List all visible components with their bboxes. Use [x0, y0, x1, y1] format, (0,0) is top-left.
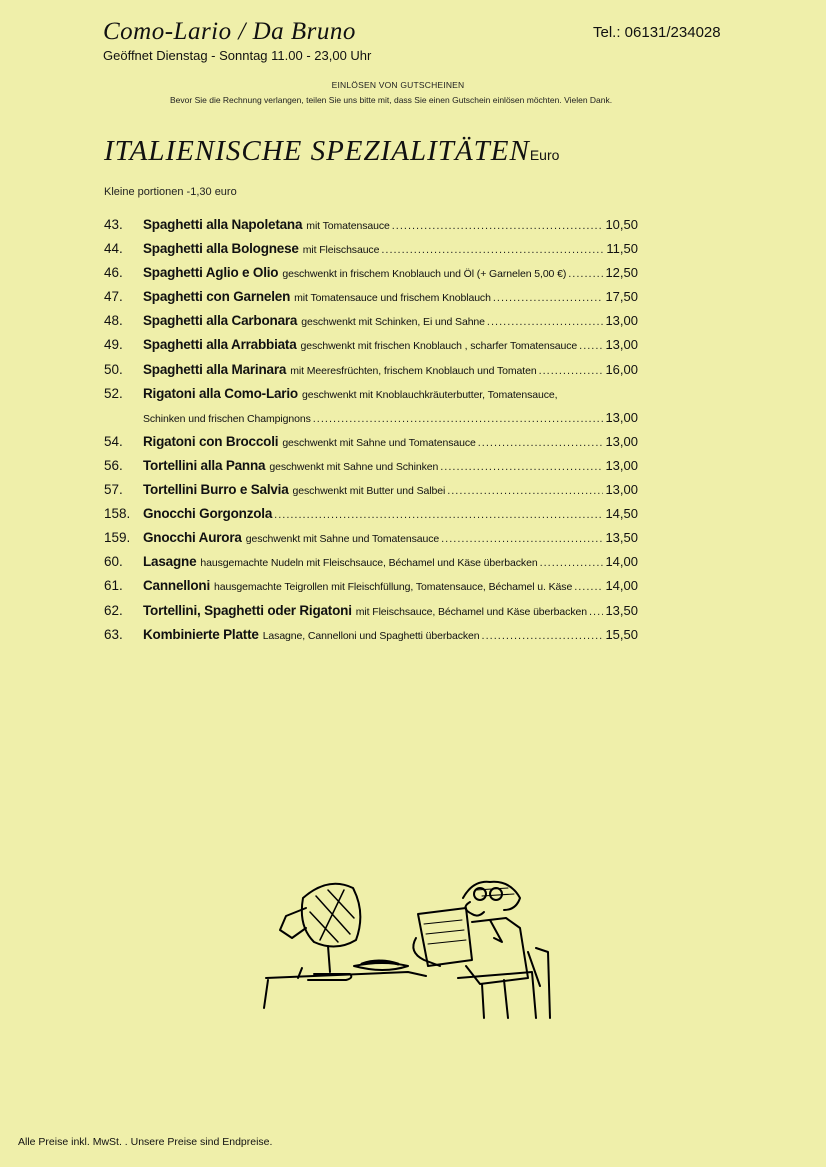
dish-description: geschwenkt in frischem Knoblauch und Öl (+ Garnelen 5,00 €): [282, 268, 567, 281]
item-price: 17,50: [605, 289, 638, 305]
dish-name: Spaghetti alla Marinara: [143, 361, 287, 377]
dish-name: Tortellini alla Panna: [143, 457, 266, 473]
leader-dots: [589, 600, 604, 624]
dish-description: geschwenkt mit Sahne und Tomatensauce: [282, 436, 476, 449]
item-number: 54.: [104, 433, 123, 449]
item-number: 57.: [104, 482, 123, 498]
voucher-text: Bevor Sie die Rechnung verlangen, teilen Sie uns bitte mit, dass Sie einen Gutschein einlösen möchten. Vielen Dank.: [170, 95, 613, 105]
item-price: 14,50: [605, 506, 638, 522]
dish-description: mit Meeresfrüchten, frischem Knoblauch und Tomaten: [290, 364, 537, 377]
dish-description: geschwenkt mit Sahne und Tomatensauce: [245, 533, 440, 546]
item-number: 44.: [104, 241, 123, 257]
leader-dots: [440, 455, 603, 479]
item-price: 16,00: [605, 361, 638, 377]
dish-description: Lasagne, Cannelloni und Spaghetti überbacken: [262, 629, 480, 642]
menu-item-row: [104, 213, 638, 237]
item-number: 50.: [104, 361, 123, 377]
item-price: 13,50: [605, 602, 638, 618]
leader-dots: [482, 624, 604, 648]
menu-item-row: [104, 309, 638, 333]
item-number: 158.: [104, 506, 131, 522]
menu-item-row: [104, 237, 638, 261]
dish-description-continued: Schinken und frischen Champignons: [143, 412, 311, 425]
item-price: 12,50: [605, 265, 638, 281]
dish-name: Tortellini, Spaghetti oder Rigatoni: [143, 602, 352, 618]
dish-name: Gnocchi Aurora: [143, 530, 242, 546]
dish-description: mit Fleischsauce: [302, 244, 380, 257]
item-number: 47.: [104, 289, 123, 305]
dish-name: Spaghetti alla Arrabbiata: [143, 337, 297, 353]
item-price: 13,00: [605, 433, 638, 449]
dish-description: geschwenkt mit frischen Knoblauch , scharfer Tomatensauce: [300, 340, 578, 353]
menu-item-row: [104, 454, 638, 478]
portion-note: Kleine portionen -1,30 euro: [104, 186, 237, 198]
price-unit-label: Euro: [529, 147, 560, 163]
menu-item-row: [104, 623, 638, 647]
leader-dots: [274, 503, 603, 527]
dish-name: Kombinierte Platte: [143, 626, 259, 642]
menu-item-row: [104, 478, 638, 502]
item-price: 13,00: [605, 337, 638, 353]
dish-name: Spaghetti alla Bolognese: [143, 241, 299, 257]
dish-name: Rigatoni con Broccoli: [143, 433, 279, 449]
menu-item-row-continued: [104, 406, 638, 430]
menu-item-row: [104, 430, 638, 454]
dish-name: Tortellini Burro e Salvia: [143, 482, 289, 498]
item-number: 48.: [104, 313, 123, 329]
leader-dots: [579, 334, 603, 358]
menu-item-row: [104, 502, 638, 526]
menu-item-row: [104, 333, 638, 357]
item-number: 56.: [104, 457, 123, 473]
item-price: 14,00: [605, 578, 638, 594]
item-number: 49.: [104, 337, 123, 353]
dish-description: geschwenkt mit Butter und Salbei: [292, 485, 446, 498]
menu-item-row: [104, 358, 638, 382]
dish-name: Spaghetti con Garnelen: [143, 289, 291, 305]
phone-number: Tel.: 06131/234028: [593, 24, 721, 41]
item-price: 11,50: [606, 241, 638, 257]
item-price: 14,00: [605, 554, 638, 570]
restaurant-name: Como-Lario / Da Bruno: [103, 18, 356, 45]
section-title-text: ITALIENISCHE SPEZIALITÄTEN: [104, 135, 530, 167]
menu-item-row: [104, 526, 638, 550]
footer-note: Alle Preise inkl. MwSt. . Unsere Preise sind Endpreise.: [18, 1136, 273, 1148]
leader-dots: [539, 359, 604, 383]
dish-name: Cannelloni: [143, 578, 211, 594]
item-number: 46.: [104, 265, 123, 281]
menu-item-row: [104, 574, 638, 598]
dish-description: mit Tomatensauce und frischem Knoblauch: [294, 292, 491, 305]
diner-illustration: [258, 868, 563, 1030]
leader-dots: [493, 286, 604, 310]
dish-name: Spaghetti alla Carbonara: [143, 313, 298, 329]
dish-description: hausgemachte Nudeln mit Fleischsauce, Béchamel und Käse überbacken: [200, 557, 538, 570]
menu-item-row: [104, 285, 638, 309]
leader-dots: [381, 238, 604, 262]
item-price: 13,50: [605, 530, 638, 546]
dish-description: geschwenkt mit Sahne und Schinken: [269, 460, 439, 473]
opening-hours: Geöffnet Dienstag - Sonntag 11.00 - 23,00 Uhr: [103, 48, 372, 63]
dish-description: geschwenkt mit Knoblauchkräuterbutter, Tomatensauce,: [301, 388, 558, 401]
item-number: 62.: [104, 602, 123, 618]
item-price: 13,00: [605, 457, 638, 473]
item-number: 63.: [104, 626, 123, 642]
leader-dots: [478, 431, 604, 455]
dish-description: mit Tomatensauce: [306, 220, 390, 232]
leader-dots: [487, 310, 604, 334]
voucher-title: EINLÖSEN VON GUTSCHEINEN: [331, 80, 465, 90]
dish-name: Spaghetti alla Napoletana: [143, 217, 303, 232]
dish-description: hausgemachte Teigrollen mit Fleischfüllung, Tomatensauce, Béchamel u. Käse: [214, 581, 573, 594]
menu-item-row: [104, 599, 638, 623]
item-number: 159.: [104, 530, 131, 546]
leader-dots: [441, 527, 603, 551]
menu-item-row: [104, 261, 638, 285]
item-price: 13,00: [605, 482, 638, 498]
item-price: 13,00: [605, 313, 638, 329]
dish-description: geschwenkt mit Schinken, Ei und Sahne: [301, 316, 485, 329]
leader-dots: [574, 575, 603, 599]
leader-dots: [313, 407, 604, 431]
item-price: 10,50: [605, 217, 638, 232]
item-number: 52.: [104, 385, 123, 401]
item-number: 43.: [104, 217, 123, 232]
item-number: 61.: [104, 578, 123, 594]
dish-name: Lasagne: [143, 554, 197, 570]
dish-description: mit Fleischsauce, Béchamel und Käse überbacken: [355, 605, 587, 618]
dish-name: Gnocchi Gorgonzola: [143, 506, 273, 522]
menu-item-row: [104, 550, 638, 574]
menu-list: [104, 213, 638, 647]
leader-dots: [447, 479, 603, 503]
dish-name: Rigatoni alla Como-Lario: [143, 385, 298, 401]
leader-dots: [540, 551, 604, 575]
item-number: 60.: [104, 554, 123, 570]
item-price: 13,00: [605, 409, 638, 425]
dish-name: Spaghetti Aglio e Olio: [143, 265, 279, 281]
item-price: 15,50: [605, 626, 638, 642]
leader-dots: [392, 214, 604, 238]
menu-item-row: [104, 382, 638, 406]
section-title: [104, 135, 559, 168]
leader-dots: [568, 262, 603, 286]
